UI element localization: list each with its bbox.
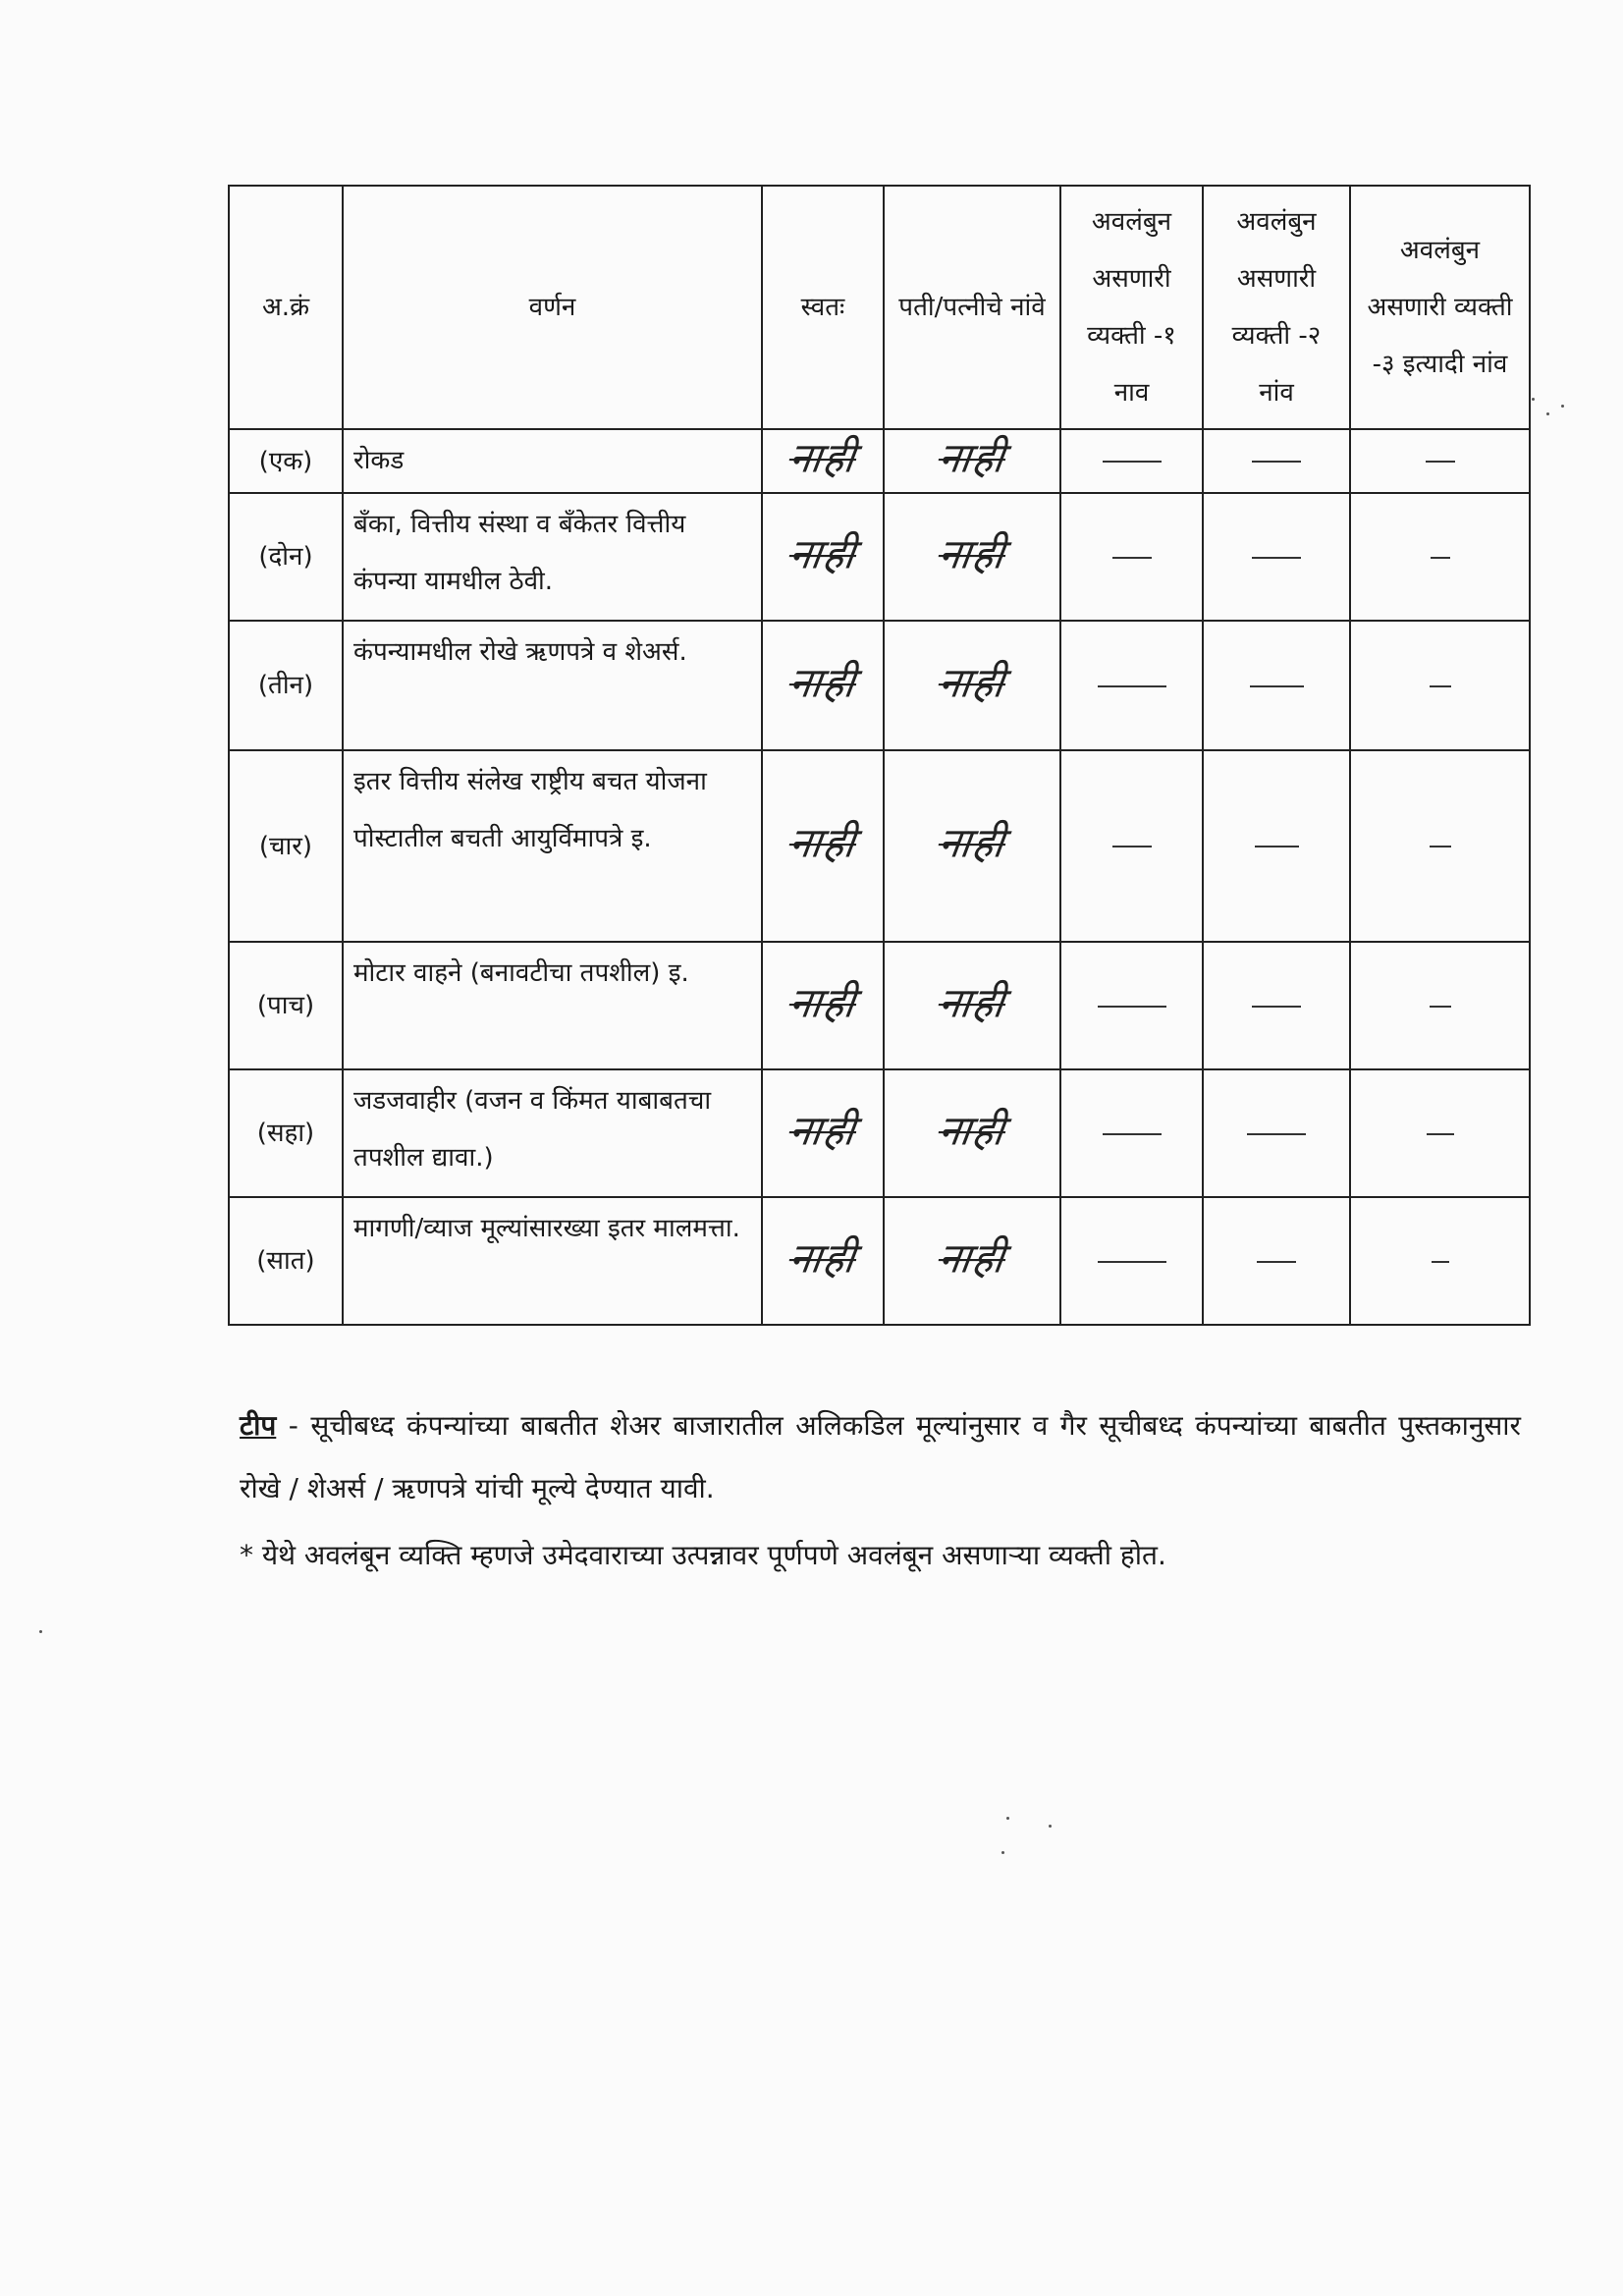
header-dependent-3: अवलंबुन असणारी व्यक्ती -३ इत्यादी नांव	[1350, 186, 1530, 429]
spouse-value	[884, 1197, 1060, 1325]
self-value	[762, 1069, 884, 1197]
dependent-3-dash	[1350, 429, 1530, 493]
row-serial: (पाच)	[229, 942, 343, 1069]
note-label: टीप	[240, 1409, 277, 1442]
dependent-2-dash	[1203, 493, 1350, 621]
assets-table	[228, 185, 1531, 1326]
handwritten-self: नाही	[785, 819, 860, 868]
spouse-value	[884, 1069, 1060, 1197]
handwritten-spouse: नाही	[935, 659, 1009, 707]
handwritten-self: नाही	[785, 1107, 860, 1155]
row-description: जडजवाहीर (वजन व किंमत याबाबतचा तपशील द्यावा.)	[343, 1069, 762, 1197]
row-description: रोकड	[343, 429, 762, 493]
spouse-value	[884, 493, 1060, 621]
note-paragraph	[240, 1394, 1521, 1520]
table-row	[229, 621, 1530, 750]
header-self: स्वतः	[762, 186, 884, 429]
table-row	[229, 1197, 1530, 1325]
handwritten-spouse: नाही	[935, 434, 1009, 483]
row-serial: (सहा)	[229, 1069, 343, 1197]
handwritten-self: नाही	[785, 434, 860, 483]
self-value	[762, 750, 884, 942]
table-row	[229, 942, 1530, 1069]
row-serial: (दोन)	[229, 493, 343, 621]
dependent-3-dash	[1350, 942, 1530, 1069]
spouse-value	[884, 429, 1060, 493]
self-value	[762, 493, 884, 621]
dependent-1-dash	[1060, 750, 1203, 942]
row-serial: (सात)	[229, 1197, 343, 1325]
dependent-1-dash	[1060, 942, 1203, 1069]
dependent-2-dash	[1203, 429, 1350, 493]
handwritten-self: नाही	[785, 1234, 860, 1283]
table-row	[229, 750, 1530, 942]
header-description: वर्णन	[343, 186, 762, 429]
dependent-3-dash	[1350, 493, 1530, 621]
dependent-3-dash	[1350, 1197, 1530, 1325]
self-value	[762, 1197, 884, 1325]
dependent-3-dash	[1350, 750, 1530, 942]
table-header-row	[229, 186, 1530, 429]
header-dependent-1: अवलंबुन असणारी व्यक्ती -१ नाव	[1060, 186, 1203, 429]
spouse-value	[884, 621, 1060, 750]
row-serial: (एक)	[229, 429, 343, 493]
self-value	[762, 429, 884, 493]
spouse-value	[884, 750, 1060, 942]
dependent-3-dash	[1350, 621, 1530, 750]
row-serial: (चार)	[229, 750, 343, 942]
self-value	[762, 942, 884, 1069]
row-description: इतर वित्तीय संलेख राष्ट्रीय बचत योजना पोस्टातील बचती आयुर्विमापत्रे इ.	[343, 750, 762, 942]
spouse-value	[884, 942, 1060, 1069]
header-spouse: पती/पत्नीचे नांवे	[884, 186, 1060, 429]
table-row	[229, 429, 1530, 493]
handwritten-self: नाही	[785, 979, 860, 1027]
row-description: मागणी/व्याज मूल्यांसारख्या इतर मालमत्ता.	[343, 1197, 762, 1325]
dependent-3-dash	[1350, 1069, 1530, 1197]
note-text: - सूचीबध्द कंपन्यांच्या बाबतीत शेअर बाजारातील अलिकडिल मूल्यांनुसार व गैर सूचीबध्द कंपन्यांच्या बाबतीत पुस्तकानुसार रोखे / शेअर्स / ऋणपत्रे यांची मूल्ये देण्यात यावी.	[240, 1409, 1521, 1504]
handwritten-self: नाही	[785, 659, 860, 707]
handwritten-spouse: नाही	[935, 530, 1009, 578]
handwritten-spouse: नाही	[935, 979, 1009, 1027]
dependent-1-dash	[1060, 429, 1203, 493]
note-section	[240, 1394, 1521, 1587]
handwritten-spouse: नाही	[935, 1234, 1009, 1283]
header-dependent-2: अवलंबुन असणारी व्यक्ती -२ नांव	[1203, 186, 1350, 429]
handwritten-spouse: नाही	[935, 1107, 1009, 1155]
handwritten-self: नाही	[785, 530, 860, 578]
dependent-2-dash	[1203, 1069, 1350, 1197]
dependent-1-dash	[1060, 1069, 1203, 1197]
row-description: मोटार वाहने (बनावटीचा तपशील) इ.	[343, 942, 762, 1069]
table-row	[229, 493, 1530, 621]
footnote: * येथे अवलंबून व्यक्ति म्हणजे उमेदवाराच्या उत्पन्नावर पूर्णपणे अवलंबून असणाऱ्या व्यक्ती होत.	[240, 1539, 1166, 1571]
dependent-2-dash	[1203, 750, 1350, 942]
dependent-1-dash	[1060, 1197, 1203, 1325]
dependent-1-dash	[1060, 493, 1203, 621]
row-description: बॅंका, वित्तीय संस्था व बॅंकेतर वित्तीय कंपन्या यामधील ठेवी.	[343, 493, 762, 621]
dependent-2-dash	[1203, 621, 1350, 750]
handwritten-spouse: नाही	[935, 819, 1009, 868]
row-serial: (तीन)	[229, 621, 343, 750]
table-row	[229, 1069, 1530, 1197]
dependent-2-dash	[1203, 1197, 1350, 1325]
self-value	[762, 621, 884, 750]
dependent-2-dash	[1203, 942, 1350, 1069]
dependent-1-dash	[1060, 621, 1203, 750]
row-description: कंपन्यामधील रोखे ऋणपत्रे व शेअर्स.	[343, 621, 762, 750]
header-serial: अ.क्रं	[229, 186, 343, 429]
